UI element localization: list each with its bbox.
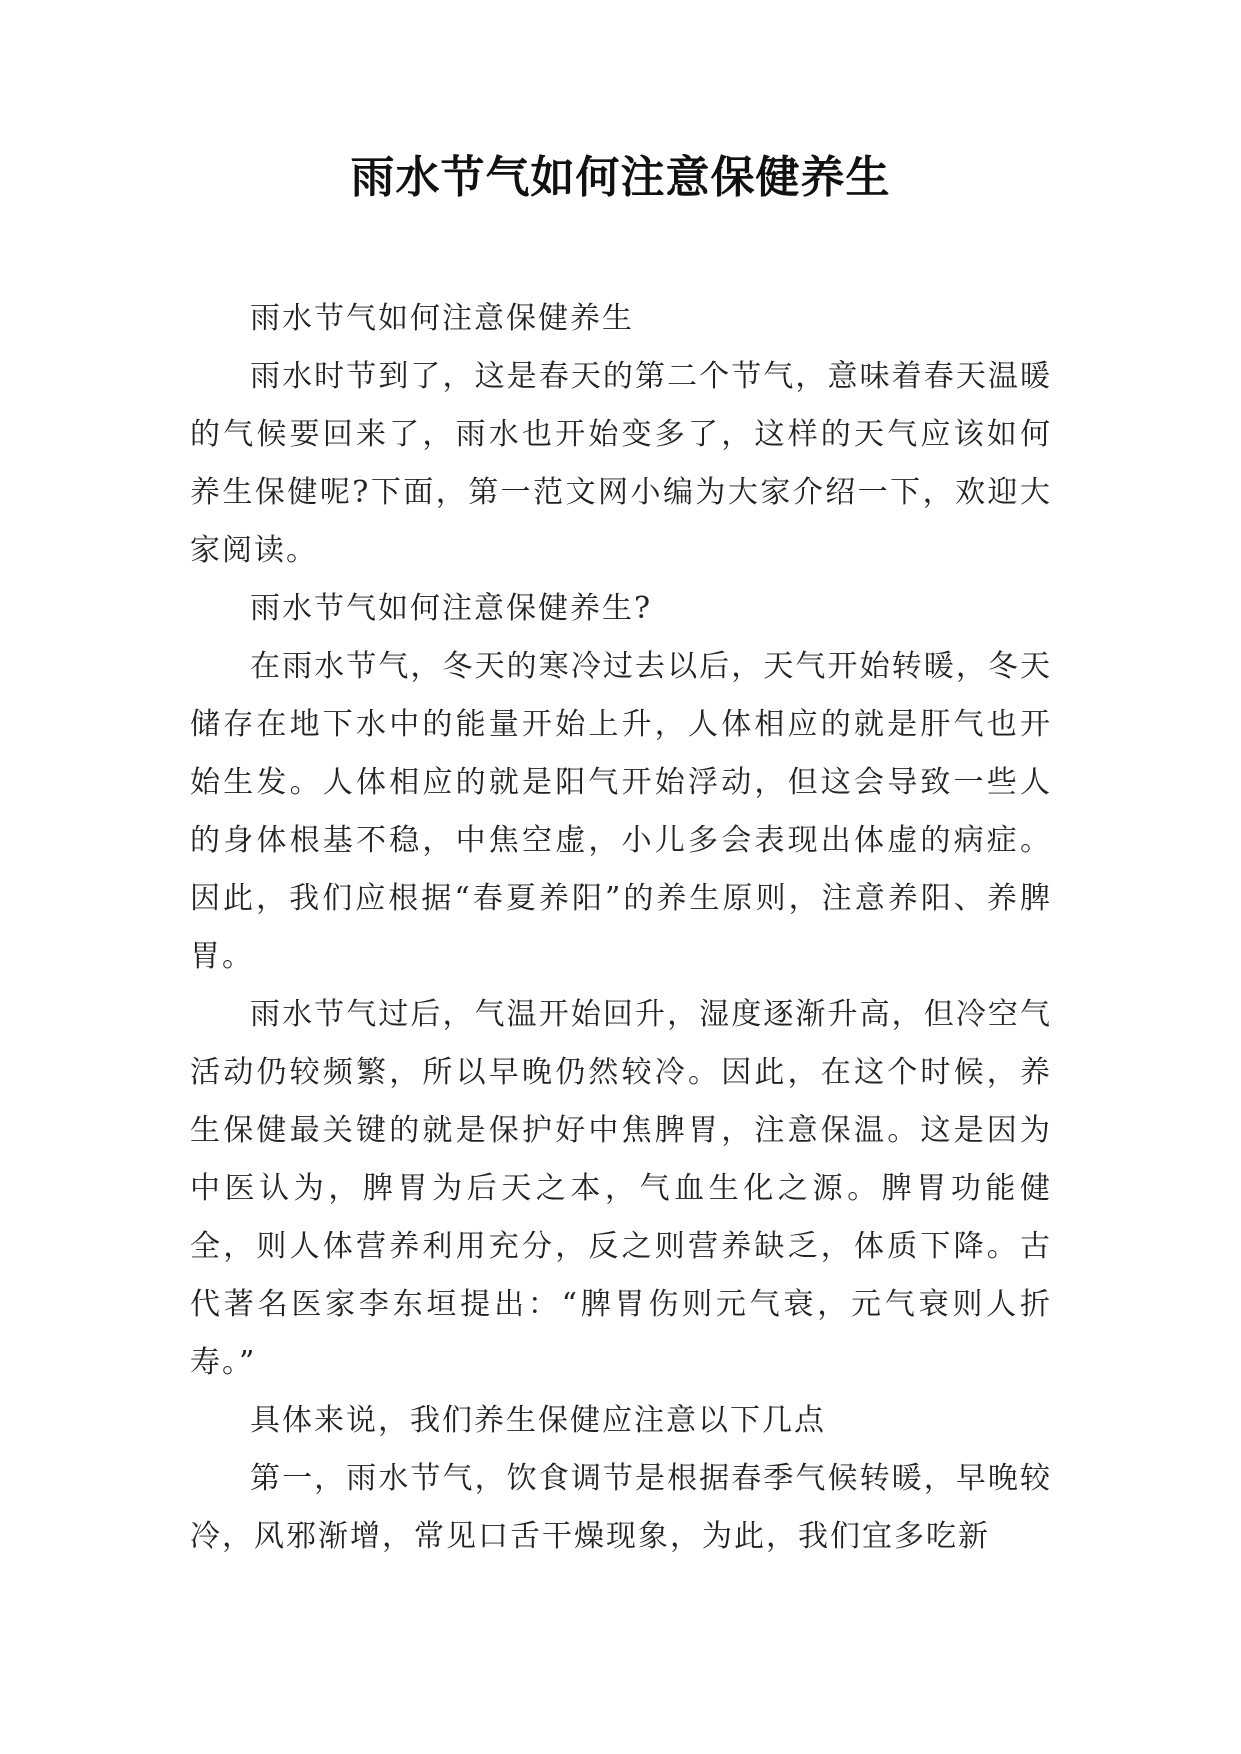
paragraph-body: 雨水节气过后，气温开始回升，湿度逐渐升高，但冷空气活动仍较频繁，所以早晚仍然较冷。因此，在这个时候，养生保健最关键的就是保护好中焦脾胃，注意保温。这是因为中医认为，脾胃为后天之本，气血生化之源。脾胃功能健全，则人体营养利用充分，反之则营养缺乏，体质下降。古代著名医家李东垣提出：“脾胃伤则元气衰，元气衰则人折寿。” (190, 997, 1052, 1380)
paragraph-intro: 雨水时节到了，这是春天的第二个节气，意味着春天温暖的气候要回来了，雨水也开始变多了，这样的天气应该如何养生保健呢?下面，第一范文网小编为大家介绍一下，欢迎大家阅读。 (190, 359, 1052, 568)
paragraph-body: 在雨水节气，冬天的寒冷过去以后，天气开始转暖，冬天储存在地下水中的能量开始上升，人体相应的就是肝气也开始生发。人体相应的就是阳气开始浮动，但这会导致一些人的身体根基不稳，中焦空虚，小儿多会表现出体虚的病症。因此，我们应根据“春夏养阳”的养生原则，注意养阳、养脾胃。 (190, 649, 1052, 974)
document-body (190, 290, 1052, 1566)
paragraph-question: 雨水节气如何注意保健养生? (250, 591, 653, 626)
paragraph-lead: 具体来说，我们养生保健应注意以下几点 (250, 1403, 826, 1438)
paragraph-subtitle: 雨水节气如何注意保健养生 (250, 301, 634, 336)
paragraph-body: 第一，雨水节气，饮食调节是根据春季气候转暖，早晚较冷，风邪渐增，常见口舌干燥现象，为此，我们宜多吃新 (190, 1461, 1052, 1554)
document-title: 雨水节气如何注意保健养生 (350, 152, 891, 203)
